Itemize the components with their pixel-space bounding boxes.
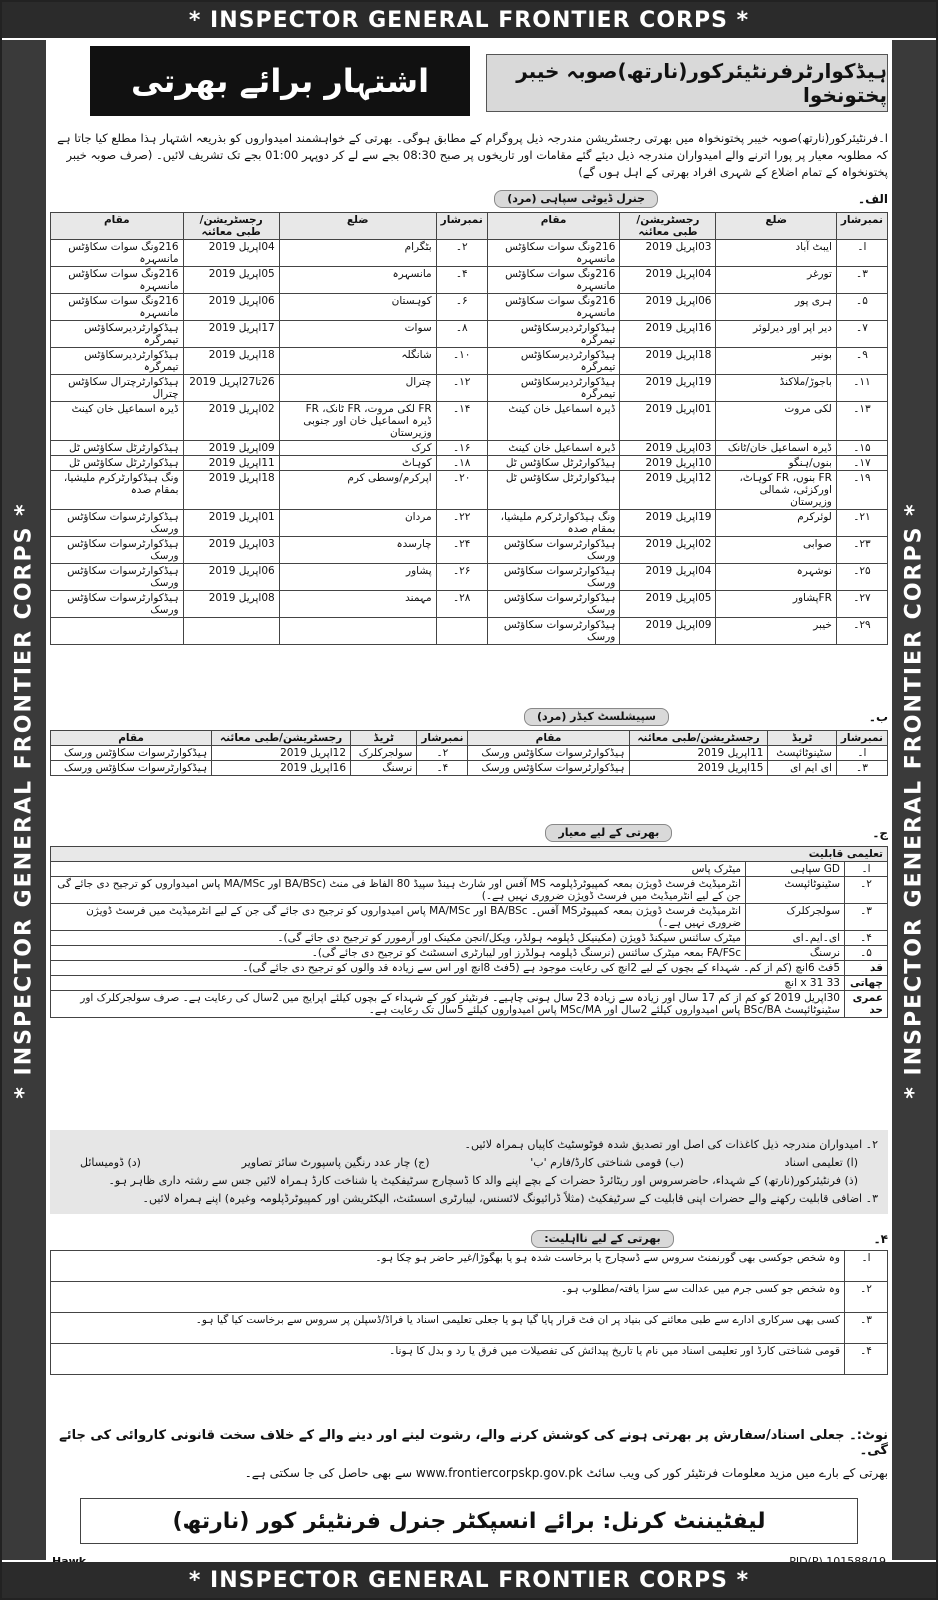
column-header: نمبرشار bbox=[836, 731, 887, 746]
table-cell: 16اپریل 2019 bbox=[620, 321, 716, 348]
criteria-label: چھاتی bbox=[845, 976, 888, 991]
table-row bbox=[51, 471, 888, 510]
table-cell: شانگلہ bbox=[279, 348, 436, 375]
document-item: (ا) تعلیمی اسناد bbox=[784, 1156, 858, 1169]
left-side-text: * INSPECTOR GENERAL FRONTIER CORPS * bbox=[11, 501, 37, 1099]
table-cell: ۲۔ bbox=[436, 240, 487, 267]
table-row bbox=[51, 537, 888, 564]
table-cell: ۱۳۔ bbox=[836, 402, 887, 441]
table-cell: ۴۔ bbox=[417, 761, 468, 776]
table-cell: ۱۴۔ bbox=[436, 402, 487, 441]
table-cell: ہیڈکوارٹرٹل سکاؤٹس ٹل bbox=[51, 456, 184, 471]
table-cell: ہری پور bbox=[716, 294, 836, 321]
table-cell: ۲۰۔ bbox=[436, 471, 487, 510]
section-d-marker: ۴۔ bbox=[873, 1232, 888, 1246]
table-cell: 04اپریل 2019 bbox=[620, 267, 716, 294]
right-side-text: * INSPECTOR GENERAL FRONTIER CORPS * bbox=[901, 501, 927, 1099]
table-cell: 11اپریل 2019 bbox=[183, 456, 279, 471]
document-item-e: (ذ) فرنٹیئرکور(نارتھ) کے شہداء، حاضرسروس اور ریٹائرڈ حضرات کے بچے اپنے والد کا ڈسچارج سرٹیفکیٹ یا شناخت کارڈ ہمراہ لائیں جس سے رشتہ داری ظاہر ہو۔ bbox=[108, 1174, 858, 1187]
edu-row bbox=[51, 931, 888, 946]
table-cell: 09اپریل 2019 bbox=[183, 441, 279, 456]
documents-section bbox=[50, 1130, 888, 1214]
table-cell: ونگ ہیڈکوارٹرکرم ملیشیا، بمقام صدہ bbox=[487, 510, 620, 537]
table-cell: ۲۱۔ bbox=[836, 510, 887, 537]
header-ad-title: اشتہار برائے بھرتی bbox=[90, 46, 470, 116]
table-cell: ۱۶۔ bbox=[436, 441, 487, 456]
table-cell: ۳۔ bbox=[836, 761, 887, 776]
header bbox=[50, 46, 888, 116]
table-cell: 16اپریل 2019 bbox=[212, 761, 351, 776]
table-cell: لکی مروت bbox=[716, 402, 836, 441]
table-cell: کوہستان bbox=[279, 294, 436, 321]
table-cell: سولجرکلرک bbox=[351, 746, 417, 761]
documents-num: ۲۔ bbox=[865, 1138, 878, 1151]
table-cell: ہیڈکوارٹرسوات سکاؤٹس ورسک bbox=[51, 510, 184, 537]
table-cell: 06اپریل 2019 bbox=[620, 294, 716, 321]
criteria-label: عمری حد bbox=[845, 991, 888, 1018]
column-header: رجسٹریشن/طبی معائنہ bbox=[629, 731, 768, 746]
table-cell: 18اپریل 2019 bbox=[183, 471, 279, 510]
table-cell: ۹۔ bbox=[836, 348, 887, 375]
criteria-table bbox=[50, 846, 888, 1018]
table-cell: 09اپریل 2019 bbox=[620, 618, 716, 645]
edu-cell: میٹرک پاس bbox=[51, 862, 746, 877]
table-cell: 04اپریل 2019 bbox=[183, 240, 279, 267]
table-cell: بٹگرام bbox=[279, 240, 436, 267]
table-cell: ہیڈکوارٹرسوات سکاؤٹس ورسک bbox=[468, 761, 629, 776]
column-header: ٹریڈ bbox=[351, 731, 417, 746]
column-header: رجسٹریشن/طبی معائنہ bbox=[620, 213, 716, 240]
table-cell: ڈیرہ اسماعیل خان/ٹانک bbox=[716, 441, 836, 456]
table-cell: ہیڈکوارٹرسوات سکاؤٹس ورسک bbox=[487, 591, 620, 618]
table-cell: 06اپریل 2019 bbox=[183, 564, 279, 591]
edu-cell: انٹرمیڈیٹ فرسٹ ڈویژن بمعہ کمپیوٹرMS آفس۔ BA/BSc اور MA/MSc پاس امیدواروں کو ترجیح دی جائے گی جن کے لیے انٹرمیڈیٹ میں فرسٹ ڈویژن ضروری نہیں ہے۔) bbox=[51, 904, 746, 931]
edu-row bbox=[51, 946, 888, 961]
ineligibility-cell: ۴۔ bbox=[845, 1344, 888, 1375]
table-cell: ہیڈکوارٹردیرسکاؤٹس تیمرگرہ bbox=[51, 348, 184, 375]
intro-text: ا۔فرنٹیئرکور(نارتھ)صوبہ خیبر پختونخواہ میں بھرتی رجسٹریشن مندرجہ ذیل پروگرام کے مطابق ہوگی۔ بھرتی کے خواہشمند امیدواروں کو بذریعہ اشتہار ہذا مطلع کیا جاتا ہے کہ مطلوبہ معیار پر پورا اترنے والے امیدواران مندرجہ ذیل دیئے گئے مقامات اور تاریخوں پر صبح 08:30 بجے سے لے کر دوپہر 01:00 بجے تک تشریف لائیں۔ (صرف صوبہ خیبر پختونخواہ کے تمام اضلاع کے شہری افراد بھرتی کے اہل ہوں گے) bbox=[57, 131, 888, 179]
section-b-title: سپیشلسٹ کیڈر (مرد) bbox=[524, 708, 669, 726]
table-cell: ۱۱۔ bbox=[836, 375, 887, 402]
criteria-value: 5فٹ 6انچ (کم از کم۔ شہداء کے بچوں کے لیے 2انچ کی رعایت موجود ہے (5فٹ 8انچ اور اس سے زیادہ قد والوں کو ترجیح دی جائے گی)۔ bbox=[51, 961, 845, 976]
ineligibility-row bbox=[51, 1251, 888, 1282]
document-item: (ب) قومی شناختی کارڈ/فارم 'ب' bbox=[530, 1156, 684, 1169]
table-cell: 216ونگ سوات سکاؤٹس مانسہرہ bbox=[51, 267, 184, 294]
bottom-banner: * INSPECTOR GENERAL FRONTIER CORPS * bbox=[2, 1562, 936, 1598]
edu-row bbox=[51, 877, 888, 904]
table-cell: ہیڈکوارٹرسوات سکاؤٹس ورسک bbox=[51, 746, 212, 761]
table-cell: ہیڈکوارٹرٹل سکاؤٹس ٹل bbox=[487, 471, 620, 510]
edu-cell: FA/FSc بمعہ میٹرک سائنس (نرسنگ ڈپلومہ ہولڈرز اور لیبارٹری اسسٹنٹ کو ترجیح دی جائے گی)۔ bbox=[51, 946, 746, 961]
table-cell: 18اپریل 2019 bbox=[183, 348, 279, 375]
edu-title: تعلیمی قابلیت bbox=[51, 847, 888, 862]
column-header: ضلع bbox=[716, 213, 836, 240]
ineligibility-cell: قومی شناختی کارڈ اور تعلیمی اسناد میں نام یا تاریخ پیدائش کی تفصیلات میں فرق یا رد و بدل کا ہونا۔ bbox=[51, 1344, 845, 1375]
table-cell: 216ونگ سوات سکاؤٹس مانسہرہ bbox=[51, 294, 184, 321]
table-cell: ا۔ bbox=[836, 746, 887, 761]
ineligibility-row bbox=[51, 1344, 888, 1375]
table-row bbox=[51, 348, 888, 375]
left-side-banner bbox=[2, 40, 46, 1560]
table-cell: کرک bbox=[279, 441, 436, 456]
edu-row bbox=[51, 862, 888, 877]
section-a-marker: الف۔ bbox=[858, 192, 888, 206]
column-header: ٹریڈ bbox=[768, 731, 836, 746]
table-row bbox=[51, 402, 888, 441]
table-cell: ۱۷۔ bbox=[836, 456, 887, 471]
edu-cell: ۴۔ bbox=[845, 931, 888, 946]
edu-cell: ۲۔ bbox=[845, 877, 888, 904]
table-row bbox=[51, 375, 888, 402]
ineligibility-cell: کسی بھی سرکاری ادارے سے طبی معائنے کی بنیاد پر ان فٹ قرار پایا گیا ہو یا جعلی تعلیمی اسناد یا فراڈ/ڈسپلن پر سروس سے برخاست کیا گیا ہو۔ bbox=[51, 1313, 845, 1344]
column-header: مقام bbox=[468, 731, 629, 746]
table-row bbox=[51, 240, 888, 267]
section-c-marker: ج۔ bbox=[872, 826, 888, 840]
ineligibility-cell: ۲۔ bbox=[845, 1282, 888, 1313]
ineligibility-cell: ۳۔ bbox=[845, 1313, 888, 1344]
table-cell: مردان bbox=[279, 510, 436, 537]
column-header: رجسٹریشن/طبی معائنہ bbox=[212, 731, 351, 746]
table-cell: ۲۔ bbox=[417, 746, 468, 761]
table-cell: 02اپریل 2019 bbox=[183, 402, 279, 441]
table-cell: 19اپریل 2019 bbox=[620, 510, 716, 537]
table-row bbox=[51, 441, 888, 456]
table-row bbox=[51, 510, 888, 537]
table-cell: 03اپریل 2019 bbox=[183, 537, 279, 564]
edu-cell: سٹینوٹائپسٹ bbox=[746, 877, 845, 904]
section-a-label bbox=[50, 190, 888, 208]
criteria-value: 30اپریل 2019 کو کم از کم 17 سال اور زیادہ سے زیادہ 23 سال ہونی چاہیے۔ فرنٹیئر کور کے شہداء کے بچوں کیلئے اپرایج میں 2سال کی رعایت ہے۔ صرف سولجرکلرک اور سٹینوٹائپسٹ BSc/BA پاس امیدواروں کیلئے 2سال اور MSc/MA پاس امیدواروں کیلئے 5سال تک رعایت ہے۔ bbox=[51, 991, 845, 1018]
table-cell: ہیڈکوارٹردیرسکاؤٹس تیمرگرہ bbox=[51, 321, 184, 348]
table-cell: سوات bbox=[279, 321, 436, 348]
table-cell: 26تا27اپریل 2019 bbox=[183, 375, 279, 402]
table-cell: 19اپریل 2019 bbox=[620, 375, 716, 402]
edu-cell: انٹرمیڈیٹ فرسٹ ڈویژن بمعہ کمپیوٹرڈپلومہ MS آفس اور شارٹ ہینڈ سپیڈ 80 الفاظ فی منٹ (BA/BSc اور MA/MSc پاس امیدواروں کو ترجیح دی جائے گی جن کے لیے انٹرمیڈیٹ میں فرسٹ ڈویژن ضروری نہیں ہے۔) bbox=[51, 877, 746, 904]
table-cell: 06اپریل 2019 bbox=[183, 294, 279, 321]
documents-extra: اضافی قابلیت رکھنے والے حضرات اپنی قابلیت کے سرٹیفکیٹ (مثلاً ڈرائیونگ لائسنس، لیبارٹری اسسٹنٹ، الیکٹریشن اور کمپیوٹرڈپلومہ وغیرہ) اپنے ہمراہ لائیں۔ bbox=[142, 1192, 863, 1205]
table-cell: چارسدہ bbox=[279, 537, 436, 564]
ineligibility-table bbox=[50, 1250, 888, 1375]
table-cell: ہیڈکوارٹرسوات سکاؤٹس ورسک bbox=[487, 618, 620, 645]
table-cell: باجوڑ/ملاکنڈ bbox=[716, 375, 836, 402]
table-cell: ۱۸۔ bbox=[436, 456, 487, 471]
table-cell: اپرکرم/وسطی کرم bbox=[279, 471, 436, 510]
document-item: (ج) چار عدد رنگین پاسپورٹ سائز تصاویر bbox=[241, 1156, 430, 1169]
table-row bbox=[51, 267, 888, 294]
table-cell: 216ونگ سوات سکاؤٹس مانسہرہ bbox=[51, 240, 184, 267]
edu-cell: سولجرکلرک bbox=[746, 904, 845, 931]
table-cell: صوابی bbox=[716, 537, 836, 564]
table-cell: بونیر bbox=[716, 348, 836, 375]
table-cell: کوہاٹ bbox=[279, 456, 436, 471]
table-cell: 216ونگ سوات سکاؤٹس مانسہرہ bbox=[487, 294, 620, 321]
table-cell: ۱۲۔ bbox=[436, 375, 487, 402]
column-header: ضلع bbox=[279, 213, 436, 240]
criteria-row bbox=[51, 991, 888, 1018]
table-cell: ہیڈکوارٹرسوات سکاؤٹس ورسک bbox=[468, 746, 629, 761]
table-cell: ہیڈکوارٹرسوات سکاؤٹس ورسک bbox=[51, 564, 184, 591]
table-cell: نرسنگ bbox=[351, 761, 417, 776]
table-cell: ہیڈکوارٹردیرسکاؤٹس تیمرگرہ bbox=[487, 375, 620, 402]
table-cell: خیبر bbox=[716, 618, 836, 645]
ineligibility-row bbox=[51, 1313, 888, 1344]
table-cell: 03اپریل 2019 bbox=[620, 240, 716, 267]
table-row bbox=[51, 456, 888, 471]
document-item: (د) ڈومیسائل bbox=[80, 1156, 141, 1169]
documents-num3: ۳۔ bbox=[865, 1192, 878, 1205]
table-cell: ہیڈکوارٹرٹل سکاؤٹس ٹل bbox=[51, 441, 184, 456]
edu-cell: ۵۔ bbox=[845, 946, 888, 961]
table-cell: ڈیرہ اسماعیل خان کینٹ bbox=[51, 402, 184, 441]
table-cell: ۱۰۔ bbox=[436, 348, 487, 375]
table-row bbox=[51, 294, 888, 321]
header-title: ہیڈکوارٹرفرنٹیئرکور(نارتھ)صوبہ خیبر پختونخوا bbox=[486, 54, 888, 112]
table-cell: ۲۲۔ bbox=[436, 510, 487, 537]
table-cell: ۵۔ bbox=[836, 294, 887, 321]
ineligibility-cell: ا۔ bbox=[845, 1251, 888, 1282]
edu-cell: ای۔ایم۔ای bbox=[746, 931, 845, 946]
table-row bbox=[51, 746, 888, 761]
table-cell: ۱۵۔ bbox=[836, 441, 887, 456]
table-cell: ۲۷۔ bbox=[836, 591, 887, 618]
table-cell: مانسہرہ bbox=[279, 267, 436, 294]
table-row bbox=[51, 761, 888, 776]
table-cell: 15اپریل 2019 bbox=[629, 761, 768, 776]
table-cell: 12اپریل 2019 bbox=[212, 746, 351, 761]
edu-cell: ۳۔ bbox=[845, 904, 888, 931]
table-cell: FR لکی مروت، FR ٹانک، FR ڈیرہ اسماعیل خان اور جنوبی وزیرستان bbox=[279, 402, 436, 441]
table-cell: دیر اپر اور دیرلوئر bbox=[716, 321, 836, 348]
table-cell: ۲۹۔ bbox=[836, 618, 887, 645]
table-cell: 10اپریل 2019 bbox=[620, 456, 716, 471]
table-cell bbox=[183, 618, 279, 645]
table-cell: ۷۔ bbox=[836, 321, 887, 348]
table-cell: 216ونگ سوات سکاؤٹس مانسہرہ bbox=[487, 240, 620, 267]
table-cell bbox=[279, 618, 436, 645]
table-cell: ۲۸۔ bbox=[436, 591, 487, 618]
table-cell: 18اپریل 2019 bbox=[620, 348, 716, 375]
table-cell: ہیڈکوارٹرسوات سکاؤٹس ورسک bbox=[51, 591, 184, 618]
advertisement-body bbox=[50, 40, 888, 1560]
table-cell: 11اپریل 2019 bbox=[629, 746, 768, 761]
documents-items bbox=[60, 1154, 878, 1172]
table-cell: ڈیرہ اسماعیل خان کینٹ bbox=[487, 441, 620, 456]
section-d-title: بھرتی کے لیے نااہلیت: bbox=[531, 1230, 673, 1248]
edu-cell: GD سپاہی bbox=[746, 862, 845, 877]
table-cell: پشاور bbox=[279, 564, 436, 591]
section-a-title: جنرل ڈیوٹی سپاہی (مرد) bbox=[494, 190, 658, 208]
district-table bbox=[50, 212, 888, 645]
table-cell: 05اپریل 2019 bbox=[620, 591, 716, 618]
table-cell: ونگ ہیڈکوارٹرکرم ملیشیا، بمقام صدہ bbox=[51, 471, 184, 510]
edu-row bbox=[51, 904, 888, 931]
section-c-label bbox=[50, 824, 888, 842]
table-cell: ۴۔ bbox=[436, 267, 487, 294]
table-cell: بنوں/ہنگو bbox=[716, 456, 836, 471]
table-cell: ہیڈکوارٹرسوات سکاؤٹس ورسک bbox=[487, 537, 620, 564]
top-banner: * INSPECTOR GENERAL FRONTIER CORPS * bbox=[2, 2, 936, 38]
table-cell: 08اپریل 2019 bbox=[183, 591, 279, 618]
table-cell: ۸۔ bbox=[436, 321, 487, 348]
table-cell: سٹینوٹائپسٹ bbox=[768, 746, 836, 761]
criteria-value: 33 x 31 انچ bbox=[51, 976, 845, 991]
criteria-label: قد bbox=[845, 961, 888, 976]
column-header: مقام bbox=[487, 213, 620, 240]
criteria-row bbox=[51, 976, 888, 991]
column-header: رجسٹریشن/طبی معائنہ bbox=[183, 213, 279, 240]
right-side-banner bbox=[892, 40, 936, 1560]
specialist-table bbox=[50, 730, 888, 776]
table-cell: ۳۔ bbox=[836, 267, 887, 294]
table-cell: 04اپریل 2019 bbox=[620, 564, 716, 591]
table-cell bbox=[51, 618, 184, 645]
column-header: مقام bbox=[51, 731, 212, 746]
edu-cell: ا۔ bbox=[845, 862, 888, 877]
table-cell: ا۔ bbox=[836, 240, 887, 267]
website-text: بھرتی کے بارے میں مزید معلومات فرنٹیئر کور کی ویب سائٹ www.frontiercorpskp.gov.pk سے بھی حاصل کی جا سکتی ہے۔ bbox=[244, 1466, 888, 1480]
table-cell: ہیڈکوارٹرٹل سکاؤٹس ٹل bbox=[487, 456, 620, 471]
table-cell: تورغر bbox=[716, 267, 836, 294]
section-b-label bbox=[50, 708, 888, 726]
table-cell: 216ونگ سوات سکاؤٹس مانسہرہ bbox=[487, 267, 620, 294]
table-cell: ہیڈکوارٹردیرسکاؤٹس تیمرگرہ bbox=[487, 348, 620, 375]
table-row bbox=[51, 564, 888, 591]
edu-cell: نرسنگ bbox=[746, 946, 845, 961]
ineligibility-cell: وہ شخص جو کسی جرم میں عدالت سے سزا یافتہ/مطلوب ہو۔ bbox=[51, 1282, 845, 1313]
table-cell bbox=[436, 618, 487, 645]
table-cell: FRپشاور bbox=[716, 591, 836, 618]
table-cell: نوشہرہ bbox=[716, 564, 836, 591]
section-d-label bbox=[50, 1230, 888, 1248]
table-cell: ۱۹۔ bbox=[836, 471, 887, 510]
signature-block: لیفٹیننٹ کرنل: برائے انسپکٹر جنرل فرنٹیئر کور (نارتھ) bbox=[80, 1498, 858, 1544]
table-cell: لوئرکرم bbox=[716, 510, 836, 537]
table-cell: چترال bbox=[279, 375, 436, 402]
table-row bbox=[51, 618, 888, 645]
table-cell: ۲۳۔ bbox=[836, 537, 887, 564]
table-cell: ہیڈکوارٹرسوات سکاؤٹس ورسک bbox=[51, 537, 184, 564]
column-header: نمبرشار bbox=[836, 213, 887, 240]
table-cell: ۲۴۔ bbox=[436, 537, 487, 564]
table-row bbox=[51, 321, 888, 348]
section-b-marker: ب۔ bbox=[868, 710, 888, 724]
table-row bbox=[51, 591, 888, 618]
table-cell: 17اپریل 2019 bbox=[183, 321, 279, 348]
criteria-row bbox=[51, 961, 888, 976]
table-cell: ہیڈکوارٹرسوات سکاؤٹس ورسک bbox=[51, 761, 212, 776]
column-header: نمبرشار bbox=[417, 731, 468, 746]
documents-intro: امیدواران مندرجہ ذیل کاغذات کی اصل اور تصدیق شدہ فوٹوسٹیٹ کاپیاں ہمراہ لائیں۔ bbox=[464, 1138, 863, 1151]
table-cell: 05اپریل 2019 bbox=[183, 267, 279, 294]
edu-cell: میٹرک سائنس سیکنڈ ڈویژن (مکینیکل ڈپلومہ ہولڈر، ویکل/انجن مکینک اور آرمورر کو ترجیح دی جائے گی)۔ bbox=[51, 931, 746, 946]
note-text: نوٹ:۔ جعلی اسناد/سفارش پر بھرتی ہونے کی کوشش کرنے والے، رشوت لینے اور دینے والے کے خلاف سخت قانونی کاروائی کی جائے گی۔ bbox=[59, 1428, 888, 1458]
ineligibility-row bbox=[51, 1282, 888, 1313]
table-cell: ای ایم ای bbox=[768, 761, 836, 776]
table-cell: ۲۶۔ bbox=[436, 564, 487, 591]
table-cell: 02اپریل 2019 bbox=[620, 537, 716, 564]
column-header: نمبرشار bbox=[436, 213, 487, 240]
column-header: مقام bbox=[51, 213, 184, 240]
table-cell: ۶۔ bbox=[436, 294, 487, 321]
ineligibility-cell: وہ شخص جوکسی بھی گورنمنٹ سروس سے ڈسچارج یا برخاست شدہ ہو یا بھگوڑا/غیر حاضر ہو چکا ہو۔ bbox=[51, 1251, 845, 1282]
table-cell: ۲۵۔ bbox=[836, 564, 887, 591]
section-c-title: بھرتی کے لیے معیار bbox=[545, 824, 672, 842]
table-cell: 01اپریل 2019 bbox=[183, 510, 279, 537]
table-cell: 12اپریل 2019 bbox=[620, 471, 716, 510]
table-cell: ایبٹ آباد bbox=[716, 240, 836, 267]
table-cell: FR بنوں، FR کوہاٹ، اورکزئی، شمالی وزیرستان bbox=[716, 471, 836, 510]
table-cell: ہیڈکوارٹرچترال سکاؤٹس چترال bbox=[51, 375, 184, 402]
table-cell: ڈیرہ اسماعیل خان کینٹ bbox=[487, 402, 620, 441]
table-cell: 01اپریل 2019 bbox=[620, 402, 716, 441]
table-cell: مہمند bbox=[279, 591, 436, 618]
table-cell: ہیڈکوارٹردیرسکاؤٹس تیمرگرہ bbox=[487, 321, 620, 348]
table-cell: 03اپریل 2019 bbox=[620, 441, 716, 456]
table-cell: ہیڈکوارٹرسوات سکاؤٹس ورسک bbox=[487, 564, 620, 591]
